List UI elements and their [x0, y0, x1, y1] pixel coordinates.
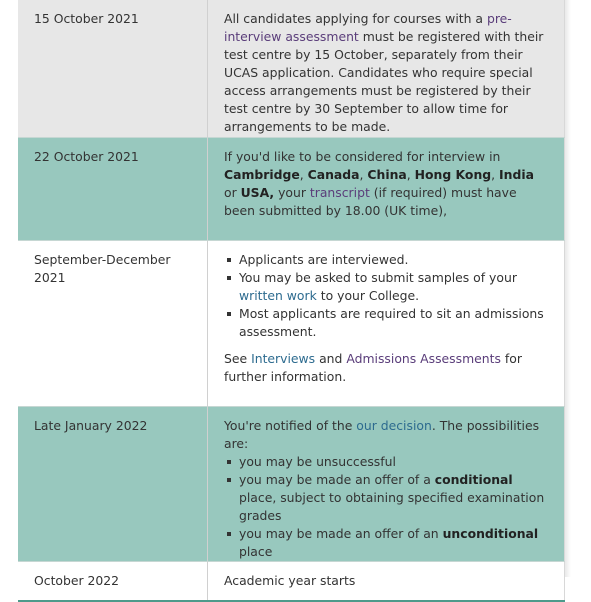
- timeline-detail: [208, 240, 565, 406]
- detail-list: [224, 453, 546, 561]
- list-item-text: to your College.: [316, 287, 420, 303]
- list-item: [239, 251, 546, 269]
- detail-list: [224, 251, 546, 341]
- list-item: [239, 471, 546, 525]
- list-item-text: you may be unsuccessful: [239, 453, 396, 469]
- separator: ,: [491, 166, 500, 182]
- interviews-link[interactable]: Interviews: [251, 350, 316, 366]
- detail-text: for further information.: [224, 350, 522, 384]
- separator: ,: [299, 166, 308, 182]
- detail-paragraph: [224, 417, 546, 453]
- location-canada: Canada: [307, 166, 360, 182]
- date-text: Late January 2022: [34, 417, 148, 433]
- timeline-date: [18, 137, 208, 240]
- detail-text: your: [274, 184, 310, 200]
- detail-paragraph: [224, 350, 546, 386]
- detail-text: See: [224, 350, 252, 366]
- detail-text: All candidates applying for courses with a: [224, 11, 487, 26]
- detail-paragraph: [224, 572, 546, 590]
- detail-text: must be registered with their test centre by 15 October, separately from their UCAS application. Candidates who require special access arrangements must be registered by their test centre by 30 September to allow time for arrangements to be made.: [224, 29, 544, 134]
- detail-text: If you'd like to be considered for interview in: [224, 148, 501, 164]
- date-text: September-December 2021: [34, 251, 171, 285]
- location-china: China: [367, 166, 407, 182]
- our-decision-link[interactable]: our decision: [356, 417, 432, 433]
- timeline-detail: [208, 406, 565, 561]
- transcript-link[interactable]: transcript: [309, 184, 370, 200]
- timeline-detail: [208, 561, 565, 601]
- list-item-text: You may be asked to submit samples of your: [239, 269, 517, 285]
- list-item: [239, 305, 546, 341]
- detail-paragraph: [224, 10, 546, 136]
- list-item: [239, 525, 546, 561]
- detail-text: . The possibilities are:: [224, 417, 540, 451]
- pre-interview-assessment-link[interactable]: pre-interview assessment: [224, 11, 512, 44]
- list-item-text: you may be made an offer of an: [239, 525, 443, 541]
- timeline-row: [18, 137, 565, 240]
- timeline-date: [18, 406, 208, 561]
- admissions-assessments-link[interactable]: Admissions Assessments: [346, 350, 501, 366]
- list-item-text: place, subject to obtaining specified examination grades: [239, 489, 545, 523]
- detail-text: (if required) must have been submitted by 18.00 (UK time),: [224, 184, 517, 218]
- separator: or: [224, 184, 241, 200]
- detail-text: You're notified of the: [224, 417, 357, 433]
- timeline-row: [18, 240, 565, 406]
- location-india: India: [499, 166, 534, 182]
- date-text: 15 October 2021: [34, 11, 139, 26]
- written-work-link[interactable]: written work: [239, 287, 317, 303]
- list-item-text: you may be made an offer of a: [239, 471, 435, 487]
- list-item-text: Most applicants are required to sit an admissions assessment.: [239, 305, 544, 339]
- timeline-row: [18, 561, 565, 601]
- timeline-detail: [208, 0, 565, 137]
- detail-text: Academic year starts: [224, 572, 356, 588]
- timeline-date: [18, 240, 208, 406]
- detail-paragraph: [224, 148, 546, 220]
- list-item-text: place: [239, 543, 273, 559]
- location-cambridge: Cambridge: [224, 166, 300, 182]
- separator: ,: [359, 166, 368, 182]
- location-usa: USA,: [240, 184, 275, 200]
- timeline-detail: [208, 137, 565, 240]
- location-hong-kong: Hong Kong: [414, 166, 492, 182]
- list-item: [239, 453, 546, 471]
- emphasis-unconditional: unconditional: [442, 525, 539, 541]
- date-text: October 2022: [34, 572, 120, 588]
- detail-text: and: [315, 350, 347, 366]
- list-item-text: Applicants are interviewed.: [239, 251, 409, 267]
- emphasis-conditional: conditional: [434, 471, 513, 487]
- admissions-timeline-table: [18, 0, 565, 602]
- timeline-row: [18, 0, 565, 137]
- separator: ,: [406, 166, 415, 182]
- timeline-date: [18, 561, 208, 601]
- timeline-row: [18, 406, 565, 561]
- page-edge-shadow: [565, 0, 571, 577]
- date-text: 22 October 2021: [34, 148, 139, 164]
- timeline-date: [18, 0, 208, 137]
- list-item: [239, 269, 546, 305]
